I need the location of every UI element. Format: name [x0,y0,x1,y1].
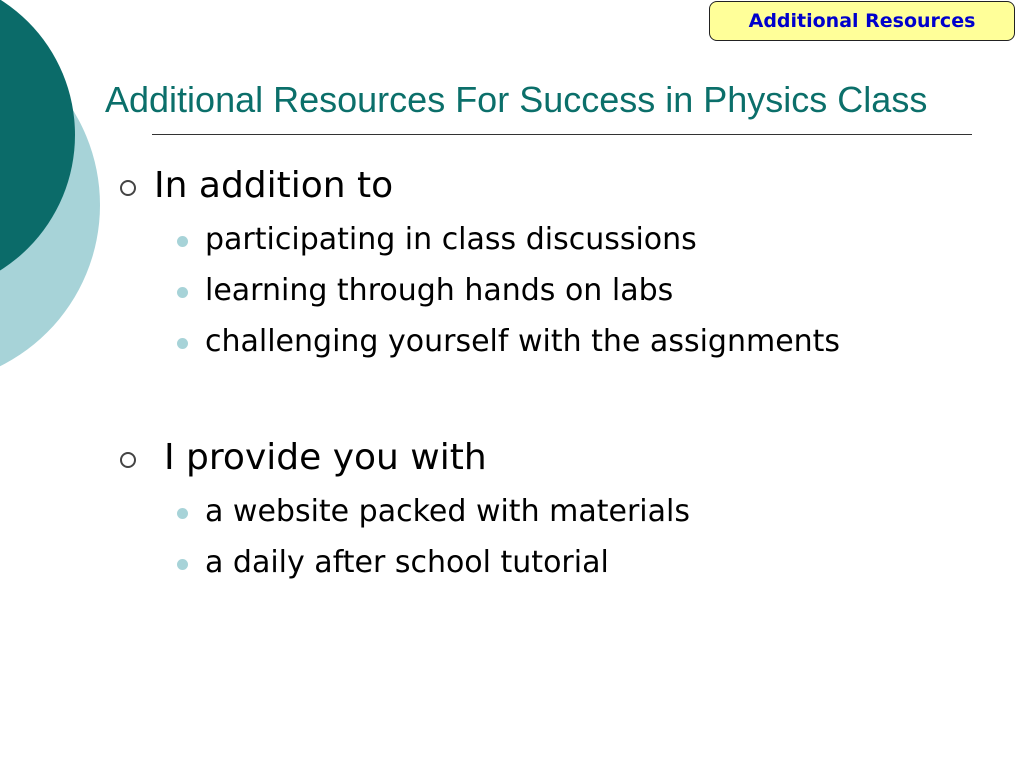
bullet-heading: I provide you with [164,437,487,478]
filled-dot-bullet-icon [177,236,188,247]
bullet-item-label: learning through hands on labs [205,273,674,308]
title-divider [152,134,972,135]
filled-dot-bullet-icon [177,508,188,519]
bullet-item-label: participating in class discussions [205,222,697,257]
bullet-heading: In addition to [154,165,394,206]
bullet-item-label: challenging yourself with the assignments [205,324,841,359]
slide-title: Additional Resources For Success in Physics Class [105,79,928,120]
bullet-item-label: a website packed with materials [205,494,690,529]
bullet-item [177,220,697,260]
bullet-item [177,543,609,583]
bullet-item-label: a daily after school tutorial [205,545,609,580]
bullet-item [177,322,840,362]
hollow-circle-bullet-icon [120,452,136,468]
bullet-section-1 [120,164,393,208]
bullet-item [177,492,690,532]
filled-dot-bullet-icon [177,287,188,298]
bullet-item [177,271,673,311]
section-badge: Additional Resources [709,1,1015,41]
decorative-circles [0,0,110,380]
hollow-circle-bullet-icon [120,180,136,196]
bullet-section-2 [120,436,487,480]
filled-dot-bullet-icon [177,338,188,349]
filled-dot-bullet-icon [177,559,188,570]
